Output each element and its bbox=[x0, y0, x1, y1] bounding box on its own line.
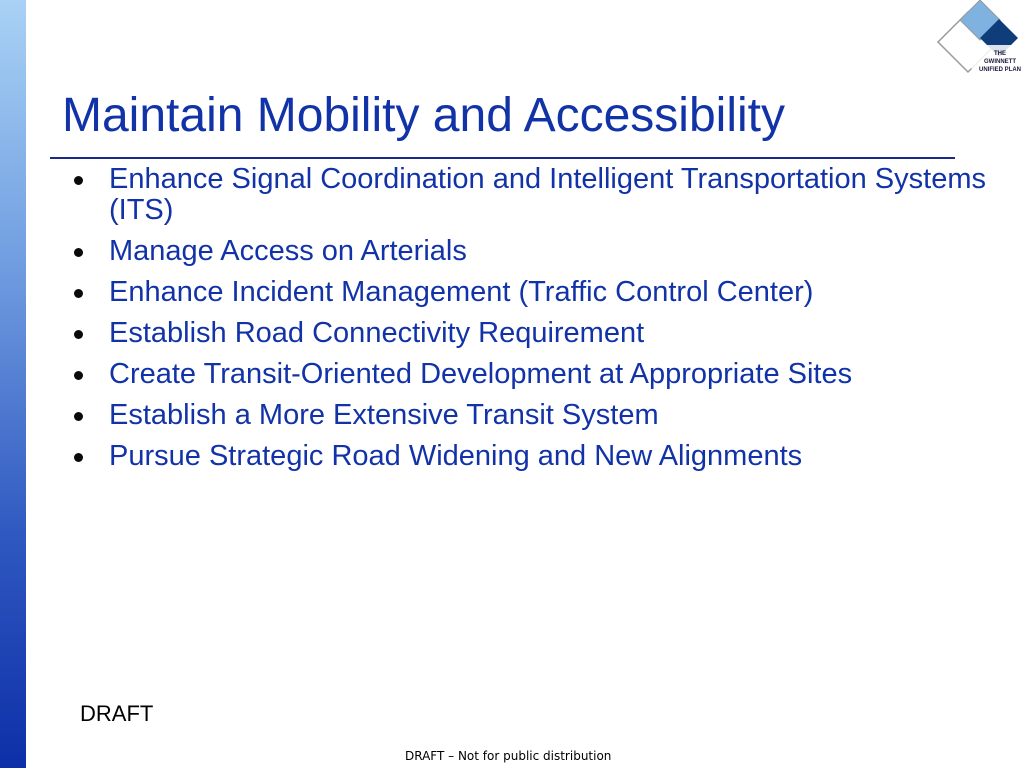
bullet-text: Enhance Signal Coordination and Intelligent Transportation Systems (ITS) bbox=[109, 163, 986, 226]
logo-text-line-3: UNIFIED PLAN bbox=[979, 67, 1021, 73]
bullet-item bbox=[70, 359, 1015, 390]
bullet-text: Pursue Strategic Road Widening and New Alignments bbox=[109, 440, 803, 472]
bullet-text: Establish Road Connectivity Requirement bbox=[109, 317, 645, 349]
slide-title: Maintain Mobility and Accessibility bbox=[62, 89, 785, 142]
bullet-item bbox=[70, 400, 1015, 431]
bullet-item bbox=[70, 277, 1015, 308]
footer-distribution-note: DRAFT – Not for public distribution bbox=[405, 749, 612, 763]
bullet-text: Manage Access on Arterials bbox=[109, 235, 467, 267]
bullet-item bbox=[70, 441, 1015, 472]
bullet-icon bbox=[74, 289, 83, 298]
gwinnett-unified-plan-logo bbox=[930, 0, 1024, 90]
bullet-text: Establish a More Extensive Transit System bbox=[109, 399, 659, 431]
logo-text-line-1: THE bbox=[994, 51, 1006, 57]
bullet-item bbox=[70, 164, 1015, 226]
bullet-icon bbox=[74, 412, 83, 421]
bullet-item bbox=[70, 236, 1015, 267]
bullet-text: Create Transit-Oriented Development at Appropriate Sites bbox=[109, 358, 853, 390]
bullet-icon bbox=[74, 453, 83, 462]
bullet-icon bbox=[74, 330, 83, 339]
bullet-item bbox=[70, 318, 1015, 349]
bullet-icon bbox=[74, 371, 83, 380]
draft-label: DRAFT bbox=[80, 701, 154, 726]
title-divider bbox=[50, 157, 955, 159]
logo-text-line-2: GWINNETT bbox=[984, 59, 1016, 65]
logo-graphic bbox=[930, 0, 1024, 90]
left-gradient-bar bbox=[0, 0, 26, 768]
bullet-icon bbox=[74, 176, 83, 185]
bullet-list bbox=[70, 164, 1015, 482]
bullet-text: Enhance Incident Management (Traffic Control Center) bbox=[109, 276, 814, 308]
bullet-icon bbox=[74, 248, 83, 257]
